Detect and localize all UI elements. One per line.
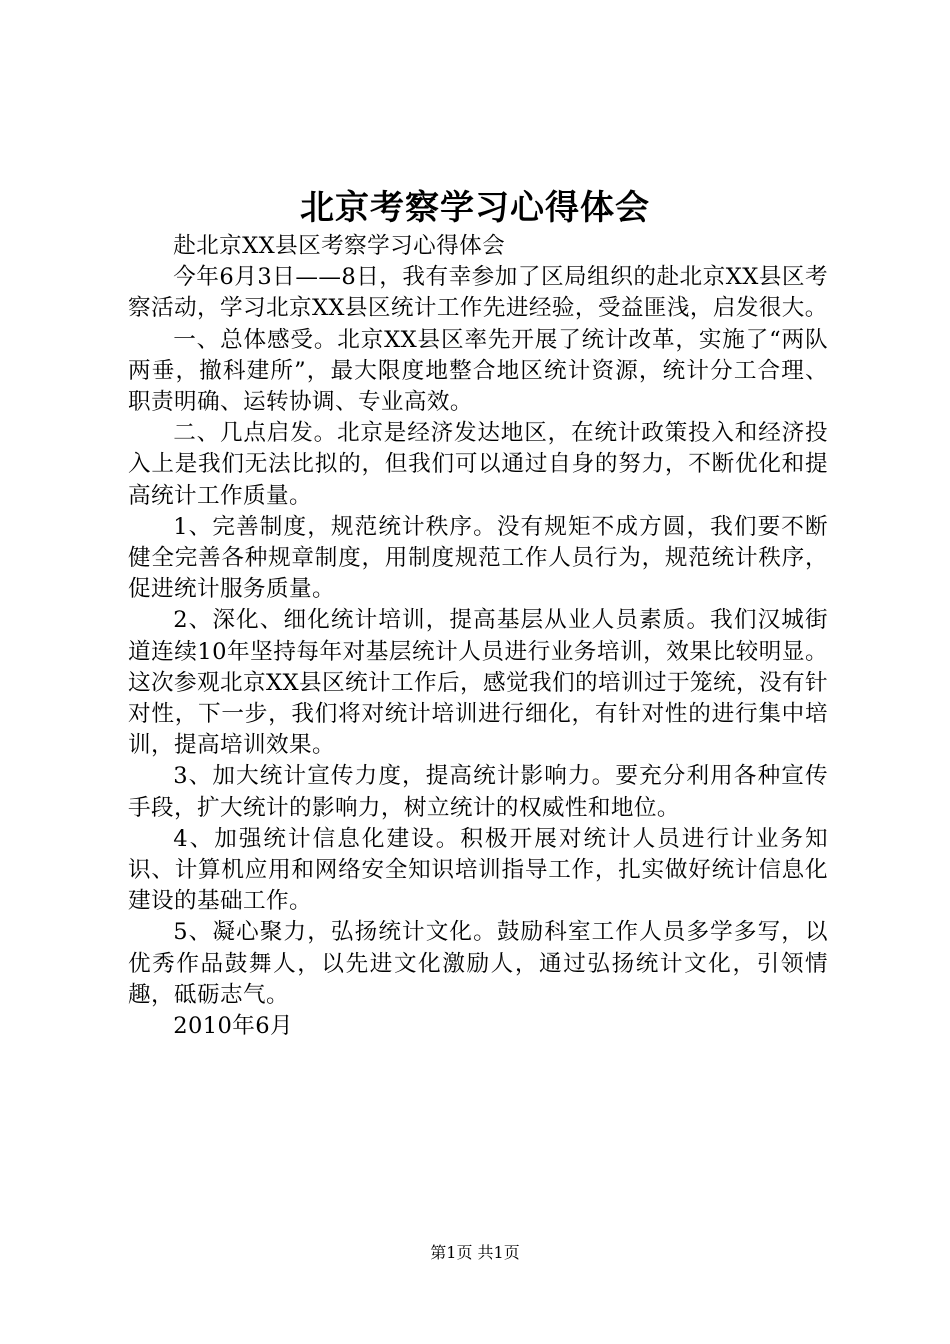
inspiration-paragraph: 二、几点启发。北京是经济发达地区，在统计政策投入和经济投入上是我们无法比拟的，但我们可以通过自身的努力，不断优化和提高统计工作质量。 (128, 420, 828, 509)
overall-impression-paragraph: 一、总体感受。北京XX县区率先开展了统计改革，实施了“两队两垂，撤科建所”，最大限度地整合地区统计资源，统计分工合理、职责明确、运转协调、专业高效。 (128, 326, 828, 416)
point-5-paragraph: 5、凝心聚力，弘扬统计文化。鼓励科室工作人员多学多写，以优秀作品鼓舞人，以先进文化激励人，通过弘扬统计文化，引领情趣，砥砺志气。 (128, 919, 828, 1008)
document-body (128, 231, 828, 1042)
point-3-paragraph: 3、加大统计宣传力度，提高统计影响力。要充分利用各种宣传手段，扩大统计的影响力，树立统计的权威性和地位。 (128, 763, 828, 821)
page-footer: 第1页 共1页 (430, 1243, 520, 1262)
point-4-paragraph: 4、加强统计信息化建设。积极开展对统计人员进行计业务知识、计算机应用和网络安全知识培训指导工作，扎实做好统计信息化建设的基础工作。 (128, 825, 828, 915)
subtitle-paragraph: 赴北京XX县区考察学习心得体会 (173, 233, 506, 259)
point-1-paragraph: 1、完善制度，规范统计秩序。没有规矩不成方圆，我们要不断健全完善各种规章制度，用制度规范工作人员行为，规范统计秩序，促进统计服务质量。 (128, 513, 828, 603)
intro-paragraph: 今年6月3日——8日，我有幸参加了区局组织的赴北京XX县区考察活动，学习北京XX县区统计工作先进经验，受益匪浅，启发很大。 (128, 264, 828, 322)
point-2-paragraph: 2、深化、细化统计培训，提高基层从业人员素质。我们汉城街道连续10年坚持每年对基层统计人员进行业务培训，效果比较明显。这次参观北京XX县区统计工作后，感觉我们的培训过于笼统，没有针对性，下一步，我们将对统计培训进行细化，有针对性的进行集中培训，提高培训效果。 (128, 607, 828, 759)
date-paragraph: 2010年6月 (173, 1013, 294, 1040)
document-title: 北京考察学习心得体会 (300, 188, 650, 228)
